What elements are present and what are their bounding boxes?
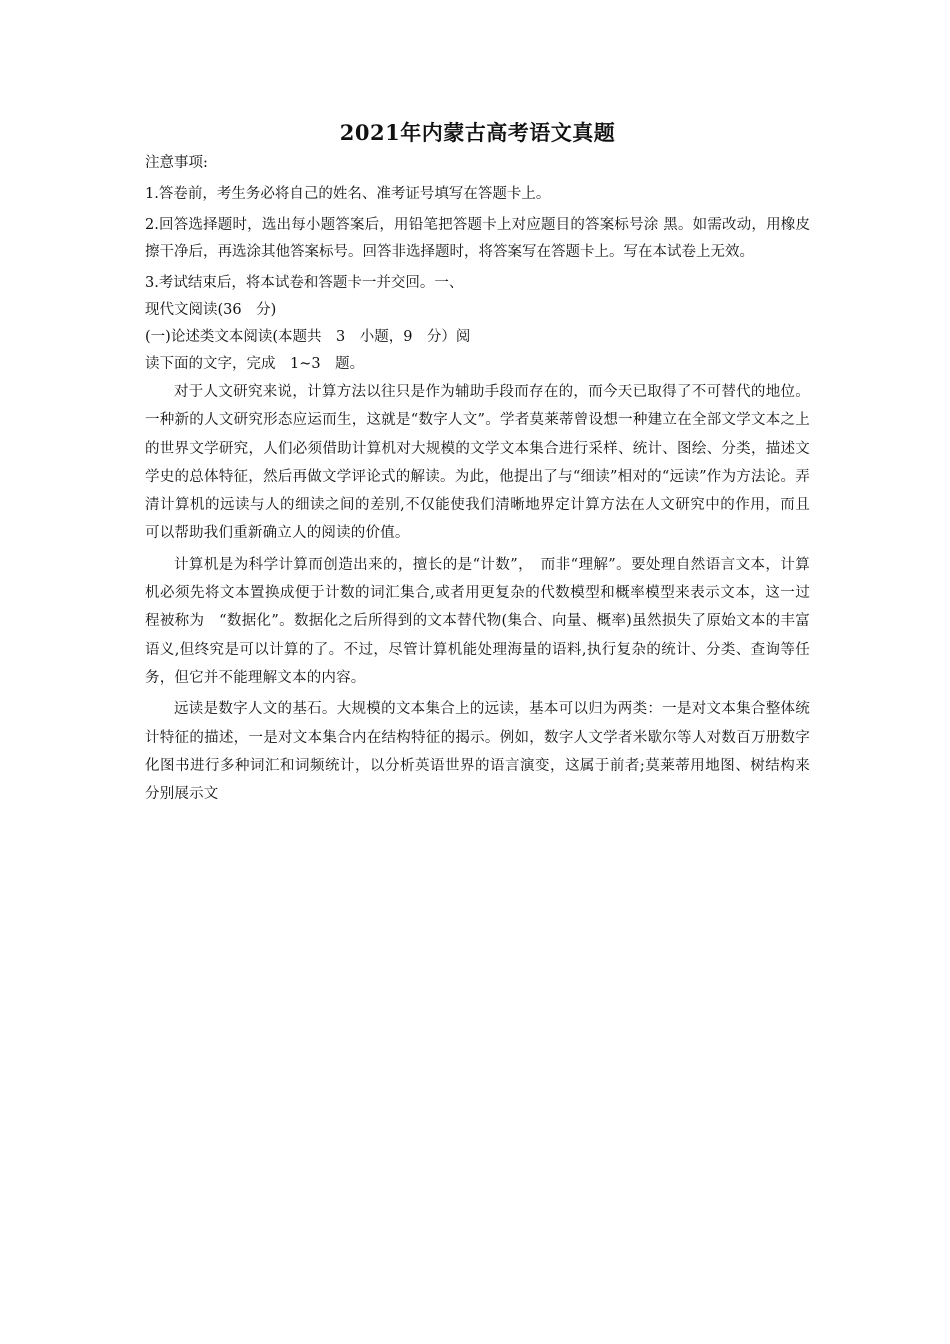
document-content [145, 118, 810, 808]
passage-paragraph-3: 远读是数字人文的基石。大规模的文本集合上的远读，基本可以归为两类：一是对文本集合整体统计特征的描述，一是对文本集合内在结构特征的揭示。例如，数字人文学者米歇尔等人对数百万册数字化图书进行多种词汇和词频统计，以分析英语世界的语言演变，这属于前者;莫莱蒂用地图、树结构来分别展示文 [145, 701, 810, 803]
notice-item-3: 3.考试结束后，将本试卷和答题卡一并交回。一、 [145, 275, 464, 291]
document-title: 2021年内蒙古高考语文真题 [339, 120, 616, 145]
passage-paragraph-2: 计算机是为科学计算而创造出来的，擅长的是“计数”， 而非“理解”。要处理自然语言文本，计算机必须先将文本置换成便于计数的词汇集合,或者用更复杂的代数模型和概率模型来表示文本，这一过程被称为 “数据化”。数据化之后所得到的文本替代物(集合、向量、概率)虽然损失了原始文本的丰富语义,但终究是可以计算的了。不过，尽管计算机能处理海量的语料,执行复杂的统计、分类、查询等任务，但它并不能理解文本的内容。 [145, 556, 810, 686]
passage-paragraph-1: 对于人文研究来说，计算方法以往只是作为辅助手段而存在的，而今天已取得了不可替代的地位。一种新的人文研究形态应运而生，这就是“数字人文”。学者莫莱蒂曾设想一种建立在全部文学文本之上的世界文学研究，人们必须借助计算机对大规模的文学文本集合进行采样、统计、图绘、分类，描述文学史的总体特征，然后再做文学评论式的解读。为此，他提出了与“细读”相对的“远读”作为方法论。弄清计算机的远读与人的细读之间的差别,不仅能使我们清晰地界定计算方法在人文研究中的作用，而且可以帮助我们重新确立人的阅读的价值。 [145, 384, 810, 542]
reading-instruction: 读下面的文字，完成 1~3 题。 [145, 356, 365, 372]
section-title: 现代文阅读(36 分) [145, 302, 277, 318]
notice-item-2: 2.回答选择题时，选出每小题答案后，用铅笔把答题卡上对应题目的答案标号涂 黑。如需改动，用橡皮擦干净后，再选涂其他答案标号。回答非选择题时，将答案写在答题卡上。写在本试卷上无效。 [145, 217, 810, 260]
notice-item-1: 1.答卷前，考生务必将自己的姓名、准考证号填写在答题卡上。 [145, 186, 551, 202]
subsection-title: (一)论述类文本阅读(本题共 3 小题，9 分）阅 [145, 329, 471, 345]
notice-heading: 注意事项: [145, 155, 208, 171]
